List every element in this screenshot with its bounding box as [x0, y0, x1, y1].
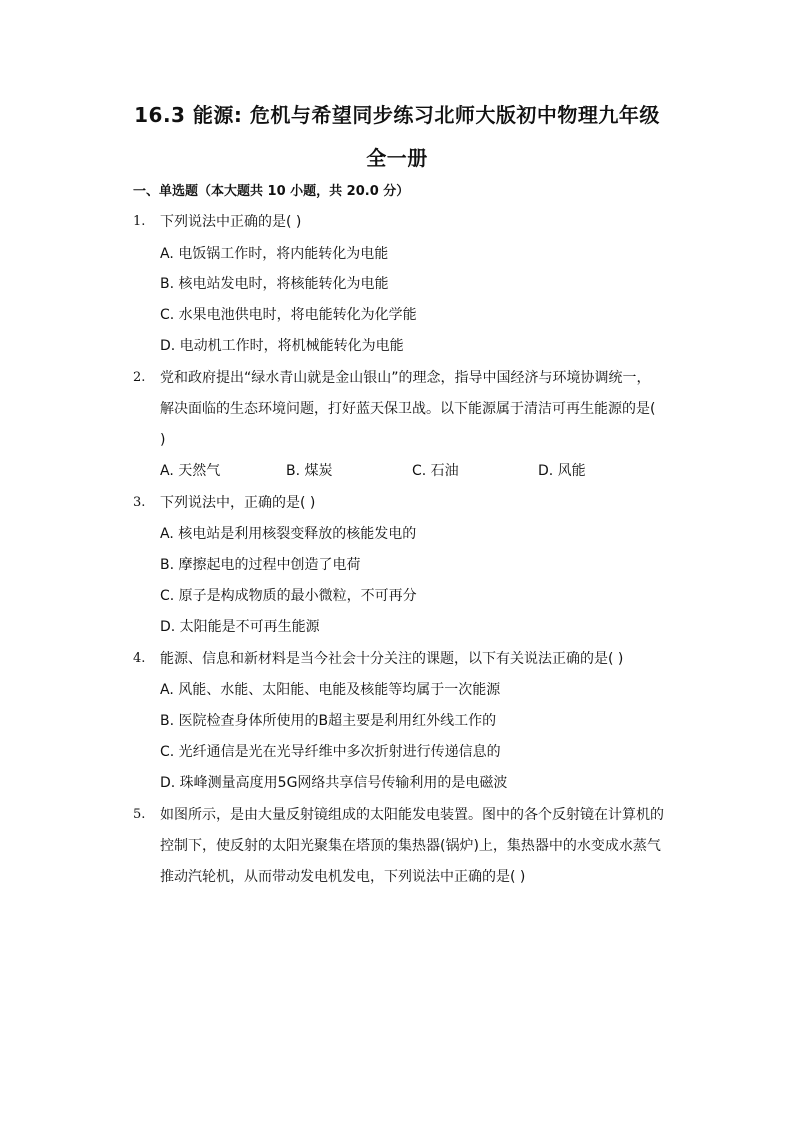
question-2-options-row — [160, 461, 700, 481]
question-3-option-a: A. 核电站是利用核裂变释放的核能发电的 — [160, 526, 417, 542]
question-5-stem-line-1: 如图所示，是由大量反射镜组成的太阳能发电装置。图中的各个反射镜在计算机的 — [160, 807, 664, 823]
question-2-option-a: A. 天然气 — [160, 463, 221, 479]
question-3-stem: 下列说法中，正确的是( ) — [160, 495, 316, 511]
question-2-stem-line-3: ) — [160, 432, 166, 448]
question-4-option-d: D. 珠峰测量高度用5G网络共享信号传输利用的是电磁波 — [160, 775, 508, 791]
question-1-option-d: D. 电动机工作时，将机械能转化为电能 — [160, 338, 404, 354]
question-3-option-c: C. 原子是构成物质的最小微粒，不可再分 — [160, 588, 417, 604]
document-title-line-2: 全一册 — [366, 146, 428, 170]
question-4-option-b: B. 医院检查身体所使用的B超主要是利用红外线工作的 — [160, 713, 497, 729]
question-5-stem-line-3: 推动汽轮机，从而带动发电机发电，下列说法中正确的是( ) — [160, 869, 526, 885]
question-4-option-c: C. 光纤通信是光在光导纤维中多次折射进行传递信息的 — [160, 744, 501, 760]
question-2-stem-line-1: 党和政府提出“绿水青山就是金山银山”的理念，指导中国经济与环境协调统一， — [160, 370, 651, 386]
question-4-option-a: A. 风能、水能、太阳能、电能及核能等均属于一次能源 — [160, 682, 501, 698]
question-3-option-b: B. 摩擦起电的过程中创造了电荷 — [160, 557, 361, 573]
question-1-number: 1. — [133, 214, 146, 229]
question-1-option-b: B. 核电站发电时，将核能转化为电能 — [160, 276, 389, 292]
question-1-option-c: C. 水果电池供电时，将电能转化为化学能 — [160, 307, 417, 323]
question-3-number: 3. — [133, 495, 146, 510]
question-2-option-c: C. 石油 — [412, 463, 459, 479]
question-1-option-a: A. 电饭锅工作时，将内能转化为电能 — [160, 246, 389, 262]
question-4-number: 4. — [133, 651, 146, 666]
section-heading: 一、单选题（本大题共 10 小题，共 20.0 分） — [133, 184, 410, 199]
question-5-number: 5. — [133, 807, 146, 822]
question-2-number: 2. — [133, 370, 146, 385]
question-3-option-d: D. 太阳能是不可再生能源 — [160, 619, 320, 635]
question-5-stem-line-2: 控制下，使反射的太阳光聚集在塔顶的集热器(锅炉)上，集热器中的水变成水蒸气 — [160, 838, 661, 854]
question-2-stem-line-2: 解决面临的生态环境问题，打好蓝天保卫战。以下能源属于清洁可再生能源的是( — [160, 401, 656, 417]
question-1-stem: 下列说法中正确的是( ) — [160, 214, 302, 230]
question-2-option-d: D. 风能 — [538, 463, 586, 479]
document-title-line-1: 16.3 能源: 危机与希望同步练习北师大版初中物理九年级 — [134, 103, 660, 127]
question-2-option-b: B. 煤炭 — [286, 463, 333, 479]
question-4-stem: 能源、信息和新材料是当今社会十分关注的课题，以下有关说法正确的是( ) — [160, 651, 624, 667]
